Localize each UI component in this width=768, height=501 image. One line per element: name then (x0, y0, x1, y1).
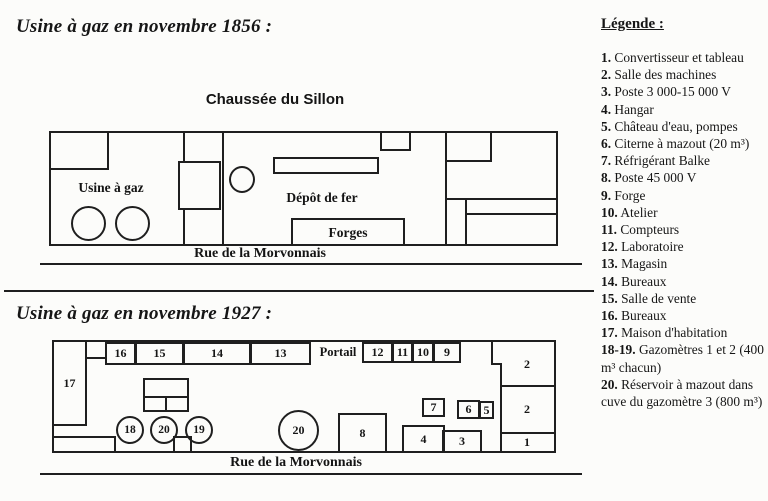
room-3-number: 3 (459, 434, 465, 448)
legend-item-number: 3. (601, 84, 612, 100)
room-7 (422, 398, 445, 417)
legend-item-6 (601, 135, 768, 152)
room-10 (412, 342, 434, 363)
legend-item-text: Salle des machines (614, 67, 717, 83)
legend-item-9 (601, 187, 768, 204)
legend-item-text: Réfrigérant Balke (614, 153, 710, 169)
street-line-1927 (40, 473, 582, 475)
legend-item-14 (601, 273, 768, 290)
room-13-number: 13 (274, 346, 287, 360)
legend-item-text: Magasin (621, 256, 668, 272)
legend-item-8 (601, 169, 768, 186)
room-6 (457, 400, 480, 419)
wall-right-horizontal-2 (465, 213, 556, 215)
legend-item-text: Laboratoire (621, 239, 684, 255)
wall-right-step-vertical (491, 342, 493, 365)
legend-item-2 (601, 66, 768, 83)
legend-item-13 (601, 255, 768, 272)
section-title-1856: Usine à gaz en novembre 1856 : (16, 16, 273, 37)
room-15 (135, 342, 184, 365)
wall-step-17-16 (85, 357, 107, 359)
room-8-number: 8 (359, 425, 366, 440)
room-11-number: 11 (396, 345, 409, 359)
room-7-number: 7 (430, 400, 437, 414)
legend (601, 16, 768, 410)
room-10-number: 10 (417, 345, 429, 359)
corridor-building (178, 161, 221, 210)
label-usine-a-gaz: Usine à gaz (78, 180, 144, 195)
room-14-number: 14 (211, 346, 223, 360)
forges-room (291, 218, 405, 244)
room-4-number: 4 (420, 431, 427, 446)
label-forges: Forges (328, 225, 368, 240)
legend-item-1 (601, 49, 768, 66)
room-12-number: 12 (371, 345, 384, 359)
legend-item-16 (601, 307, 768, 324)
gasholder-circle-2 (115, 206, 150, 241)
legend-item-number: 15. (601, 290, 618, 306)
legend-item-number: 12. (601, 239, 618, 255)
gasholder-circle-1 (71, 206, 106, 241)
legend-item-number: 6. (601, 136, 612, 152)
legend-item-text: Forge (614, 187, 646, 203)
gazometer-circle-18: 18 (116, 416, 144, 444)
legend-item-text: Bureaux (621, 273, 667, 289)
bottom-left-annex (54, 436, 116, 453)
legend-item-text: Gazomètres 1 et 2 (400 m³ chacun) (601, 342, 764, 375)
legend-item-number: 4. (601, 101, 612, 117)
legend-item-number: 16. (601, 308, 618, 324)
legend-item-number: 13. (601, 256, 618, 272)
room-17 (54, 342, 87, 426)
legend-item-15 (601, 290, 768, 307)
room-2-mid-number: 2 (524, 402, 530, 416)
legend-item-text: Maison d'habitation (621, 325, 728, 341)
label-depot-de-fer: Dépôt de fer (286, 190, 358, 205)
legend-item-number: 11. (601, 222, 617, 238)
room-15-number: 15 (153, 346, 166, 360)
legend-item-text: Réservoir à mazout dans cuve du gazomètre 3 (800 m³) (601, 376, 763, 410)
legend-item-5 (601, 118, 768, 135)
legend-item-20 (601, 376, 768, 410)
section-title-1927: Usine à gaz en novembre 1927 : (16, 303, 273, 324)
legend-item-number: 14. (601, 273, 618, 289)
room-9 (433, 342, 461, 363)
room-2-top-number: 2 (524, 356, 530, 371)
legend-item-3 (601, 83, 768, 100)
wall-right-divider-1 (500, 385, 554, 387)
section-separator-line (4, 290, 594, 292)
room-4 (402, 425, 445, 451)
gazometer-circle-20-big: 20 (278, 410, 319, 451)
top-edge-notch-room (380, 133, 411, 151)
room-right-top (445, 133, 492, 162)
legend-item-number: 2. (601, 67, 612, 83)
wall-corridor-right (222, 133, 224, 244)
street-label-chaussee-du-sillon: Chaussée du Sillon (205, 91, 345, 108)
room-14 (183, 342, 251, 365)
room-12 (362, 342, 393, 363)
legend-item-text: Compteurs (620, 222, 680, 238)
legend-item-number: 1. (601, 50, 612, 65)
legend-title: Légende : (601, 16, 664, 32)
legend-item-number: 5. (601, 118, 612, 134)
depot-shed-rect (273, 157, 379, 174)
label-portail: Portail (319, 345, 357, 359)
mid-building-vdivider (165, 396, 167, 410)
legend-item-12 (601, 238, 768, 255)
room-6-number: 6 (465, 402, 472, 416)
legend-item-text: Poste 45 000 V (614, 170, 697, 186)
legend-item-number: 7. (601, 153, 612, 169)
legend-item-number: 18-19. (601, 342, 636, 358)
legend-item-number: 17. (601, 325, 618, 341)
reservoir-circle-20-small: 20 (150, 416, 178, 444)
small-bottom-annex (173, 436, 192, 451)
legend-item-18-19 (601, 341, 768, 375)
legend-item-number: 20. (601, 376, 618, 392)
room-1-number: 1 (524, 434, 530, 449)
legend-item-17 (601, 324, 768, 341)
legend-item-text: Bureaux (621, 308, 667, 324)
legend-item-number: 9. (601, 187, 612, 203)
legend-item-text: Atelier (620, 204, 658, 220)
room-3 (442, 430, 482, 451)
wall-right-horizontal-1 (445, 198, 556, 200)
room-top-left-1856 (51, 133, 109, 170)
gazometer-circle-19: 19 (185, 416, 213, 444)
legend-item-text: Convertisseur et tableau (614, 50, 744, 65)
legend-item-7 (601, 152, 768, 169)
street-label-morvonnais-1856: Rue de la Morvonnais (194, 246, 326, 261)
legend-item-10 (601, 204, 768, 221)
room-16 (105, 342, 136, 365)
legend-item-11 (601, 221, 768, 238)
plan-1856 (49, 131, 558, 246)
legend-item-text: Château d'eau, pompes (614, 118, 738, 134)
legend-item-4 (601, 101, 768, 118)
room-11 (392, 342, 413, 363)
room-13 (250, 342, 311, 365)
legend-items (601, 49, 768, 410)
legend-item-text: Poste 3 000-15 000 V (614, 84, 731, 100)
legend-item-number: 8. (601, 170, 612, 186)
street-line-1856 (40, 263, 582, 265)
wall-right-vertical (465, 198, 467, 244)
legend-item-number: 10. (601, 204, 618, 220)
room-17-number: 17 (63, 375, 76, 390)
street-label-morvonnais-1927: Rue de la Morvonnais (230, 455, 362, 470)
legend-item-text: Hangar (614, 101, 654, 117)
legend-item-text: Salle de vente (621, 290, 697, 306)
room-5 (479, 401, 494, 419)
room-9-number: 9 (444, 345, 450, 359)
legend-item-text: Citerne à mazout (20 m³) (614, 136, 750, 152)
room-5-number: 5 (483, 402, 490, 417)
room-16-number: 16 (114, 346, 127, 360)
room-8 (338, 413, 387, 451)
plan-1927 (52, 340, 556, 453)
depot-circle (229, 166, 255, 193)
